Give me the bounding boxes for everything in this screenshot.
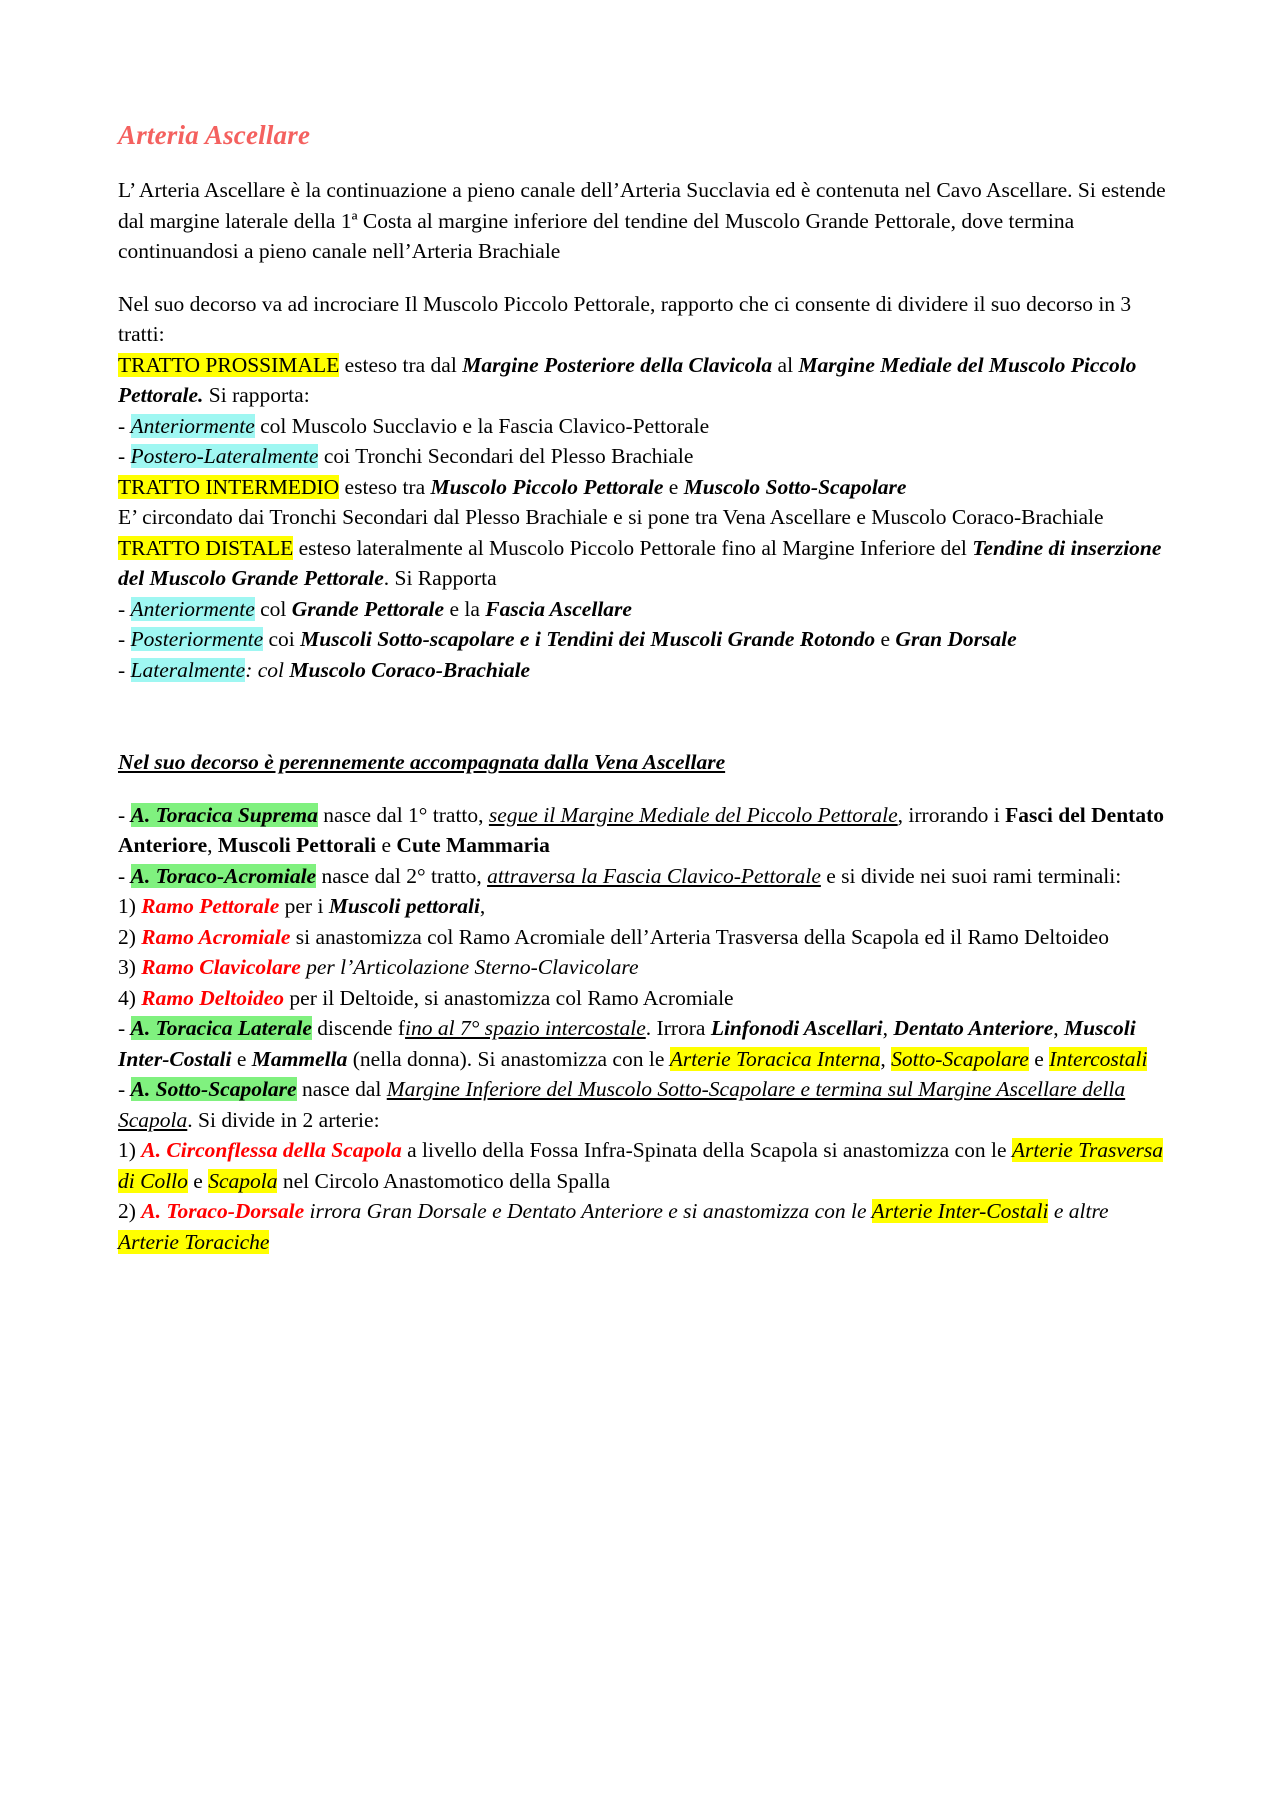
branch-toracica-laterale [118, 1013, 1172, 1074]
td-text-a: esteso lateralmente al Muscolo Piccolo Pettorale fino al Margine Inferiore del [293, 535, 973, 560]
bta-name: A. Toraco-Acromiale [130, 863, 317, 888]
tp-b1-dash: - [118, 413, 131, 438]
td-b2-dash: - [118, 627, 131, 652]
r2-text-a: si anastomizza col Ramo Acromiale dell’Arteria Trasversa della Scapola ed il Ramo Deltoideo [290, 924, 1109, 949]
ssr1-hl-a: Arterie Trasversa di Collo [118, 1138, 1163, 1193]
ssr2-text-a: irrora Gran Dorsale e Dentato Anteriore e si anastomizza con le [304, 1199, 872, 1224]
tratto-intermedio-label: TRATTO INTERMEDIO [118, 474, 340, 499]
section-spacer [118, 707, 1172, 747]
ssr2-hl-b: Arterie Toraciche [118, 1229, 270, 1254]
r1-text-a: per i [279, 894, 329, 919]
td-text-b: . Si Rapporta [383, 566, 497, 591]
btl-text-d: , [1053, 1016, 1064, 1041]
bts-underline: segue il Margine Mediale del Piccolo Pettorale [488, 802, 898, 827]
td-b3-dash: - [118, 657, 131, 682]
r1-num: 1) [118, 894, 142, 919]
btl-text-g: , [880, 1046, 892, 1071]
vein-note [118, 747, 1172, 778]
tp-text-a: esteso tra dal [339, 352, 463, 377]
vein-note-text: Nel suo decorso è perennemente accompagnata dalla Vena Ascellare [118, 750, 726, 775]
btl-hl-c: Intercostali [1049, 1046, 1148, 1071]
bts-bold-a: Fasci del Dentato Anteriore [118, 802, 1164, 858]
branches-block [118, 800, 1172, 1258]
btl-bold-a: Linfonodi Ascellari [710, 1016, 883, 1041]
r2-name: Ramo Acromiale [141, 924, 291, 949]
branch-toraco-acromiale [118, 861, 1172, 892]
bss-underline: Margine Inferiore del Muscolo Sotto-Scapolare e termina sul Margine Ascellare della Scapola [118, 1077, 1126, 1132]
tp-b2-rest: coi Tronchi Secondari del Plesso Brachiale [318, 444, 694, 469]
bta-text-b: e si divide nei suoi rami terminali: [820, 863, 1122, 888]
td-b1-highlight: Anteriormente [130, 596, 255, 621]
td-b1-mid: col [254, 596, 292, 621]
bta-dash: - [118, 863, 131, 888]
r1-text-b: , [479, 894, 486, 919]
sotto-scapolare-ramo-2 [118, 1196, 1172, 1257]
tratto-distale-label: TRATTO DISTALE [118, 535, 294, 560]
tp-b2-highlight: Postero-Lateralmente [130, 444, 319, 469]
td-b1-mid2: e la [444, 596, 486, 621]
bts-bold-c: Cute Mammaria [396, 833, 550, 858]
ssr2-text-b: e altre [1048, 1199, 1109, 1224]
btl-text-b: . Irrora [645, 1016, 711, 1041]
tp-bullet-1 [118, 411, 1172, 442]
r4-name: Ramo Deltoideo [141, 985, 285, 1010]
tp-b1-highlight: Anteriormente [130, 413, 255, 438]
btl-underline: ino al 7° spazio intercostale [405, 1016, 646, 1041]
bts-text-b: , irrorando i [897, 802, 1006, 827]
ramo-item-2 [118, 922, 1172, 953]
td-b2-bold2: Gran Dorsale [895, 627, 1017, 652]
sotto-scapolare-ramo-1 [118, 1135, 1172, 1196]
ssr2-num: 2) [118, 1199, 142, 1224]
r4-text-a: per il Deltoide, si anastomizza col Ramo Acromiale [284, 985, 734, 1010]
branch-toracica-suprema [118, 800, 1172, 861]
ti-bold-a: Muscolo Piccolo Pettorale [430, 474, 664, 499]
ssr1-text-b: e [187, 1168, 209, 1193]
td-bold-a: Tendine di inserzione del Muscolo Grande Pettorale [118, 535, 1162, 591]
td-b1-bold1: Grande Pettorale [291, 596, 445, 621]
tp-b2-dash: - [118, 444, 131, 469]
btl-text-c: , [882, 1016, 894, 1041]
bts-dash: - [118, 802, 131, 827]
ssr2-name: A. Toraco-Dorsale [141, 1199, 305, 1224]
ssr1-name: A. Circonflessa della Scapola [141, 1138, 402, 1163]
ti-text-a: esteso tra [339, 474, 431, 499]
ramo-item-3 [118, 952, 1172, 983]
btl-bold-c: Muscoli Inter-Costali [118, 1016, 1136, 1071]
intro-paragraph: L’ Arteria Ascellare è la continuazione a pieno canale dell’Arteria Succlavia ed è contenuta nel Cavo Ascellare. Si estende dal margine laterale della 1ª Costa al margine inferiore del tendine del Muscolo Grande Pettorale, dove termina continuandosi a pieno canale nell’Arteria Brachiale [118, 178, 1166, 264]
btl-text-h: e [1028, 1046, 1050, 1071]
btl-text-a: discende f [311, 1016, 406, 1041]
bts-bold-b: Muscoli Pettorali [217, 833, 377, 858]
tp-bullet-2 [118, 441, 1172, 472]
bss-text-b: . Si divide in 2 arterie: [187, 1107, 380, 1132]
td-b3-bold1: Muscolo Coraco-Brachiale [289, 657, 531, 682]
ramo-item-4 [118, 983, 1172, 1014]
bta-underline: attraversa la Fascia Clavico-Pettorale [487, 863, 821, 888]
ssr1-text-a: a livello della Fossa Infra-Spinata della Scapola si anastomizza con le [401, 1138, 1012, 1163]
bts-text-d: e [376, 833, 397, 858]
bss-text-a: nasce dal [296, 1077, 387, 1102]
td-b1-bold2: Fascia Ascellare [485, 596, 632, 621]
ssr1-num: 1) [118, 1138, 142, 1163]
btl-hl-a: Arterie Toracica Interna [669, 1046, 881, 1071]
r1-name: Ramo Pettorale [141, 894, 280, 919]
tp-bold-a: Margine Posteriore della Clavicola [462, 352, 773, 377]
bss-dash: - [118, 1077, 131, 1102]
td-bullet-1 [118, 594, 1172, 625]
tp-b1-rest: col Muscolo Succlavio e la Fascia Clavico-Pettorale [254, 413, 710, 438]
r3-name: Ramo Clavicolare [141, 955, 301, 980]
btl-dash: - [118, 1016, 131, 1041]
tratto-prossimale-line [118, 350, 1172, 411]
page-title: Arteria Ascellare [118, 120, 311, 150]
bts-text-c: , [207, 833, 218, 858]
bts-name: A. Toracica Suprema [130, 802, 318, 827]
r1-bold: Muscoli pettorali [328, 894, 480, 919]
tp-text-c: Si rapporta: [203, 383, 310, 408]
r3-text-a: per l’Articolazione Sterno-Clavicolare [300, 955, 639, 980]
r4-num: 4) [118, 985, 142, 1010]
ssr2-hl-a: Arterie Inter-Costali [871, 1199, 1049, 1224]
r2-num: 2) [118, 924, 142, 949]
ramo-item-1 [118, 891, 1172, 922]
btl-bold-d: Mammella [251, 1046, 348, 1071]
ssr1-hl-b: Scapola [208, 1168, 278, 1193]
tp-bold-b: Margine Mediale del Muscolo Piccolo Pettorale. [118, 352, 1137, 408]
ti-text-b: e [663, 474, 684, 499]
tratto-prossimale-label: TRATTO PROSSIMALE [118, 352, 340, 377]
tp-text-b: al [772, 352, 799, 377]
td-b2-highlight: Posteriormente [130, 627, 264, 652]
decorso-paragraph: Nel suo decorso va ad incrociare Il Muscolo Piccolo Pettorale, rapporto che ci consente di dividere il suo decorso in 3 tratti: [118, 291, 1132, 347]
ssr1-text-c: nel Circolo Anastomotico della Spalla [277, 1168, 611, 1193]
td-b2-bold1: Muscoli Sotto-scapolare e i Tendini dei Muscoli Grande Rotondo [300, 627, 876, 652]
branch-sotto-scapolare [118, 1074, 1172, 1135]
bss-name: A. Sotto-Scapolare [130, 1077, 297, 1102]
td-b2-mid2: e [875, 627, 896, 652]
td-b2-mid: coi [263, 627, 301, 652]
td-b3-mid: : col [245, 657, 290, 682]
td-bullet-3 [118, 655, 1172, 686]
tratto-distale-line [118, 533, 1172, 594]
btl-text-e: e [231, 1046, 252, 1071]
btl-bold-b: Dentato Anteriore [893, 1016, 1054, 1041]
btl-hl-b: Sotto-Scapolare [891, 1046, 1029, 1071]
tratto-intermedio-line [118, 472, 1172, 503]
td-b3-highlight: Lateralmente [130, 657, 246, 682]
tratto-intermedio-body: E’ circondato dai Tronchi Secondari dal Plesso Brachiale e si pone tra Vena Ascellare e Muscolo Coraco-Brachiale [118, 505, 1104, 530]
td-b1-dash: - [118, 596, 131, 621]
r3-num: 3) [118, 955, 142, 980]
btl-name: A. Toracica Laterale [130, 1016, 312, 1041]
bts-text-a: nasce dal 1° tratto, [317, 802, 489, 827]
ti-bold-b: Muscolo Sotto-Scapolare [683, 474, 907, 499]
td-bullet-2 [118, 624, 1172, 655]
btl-text-f: (nella donna). Si anastomizza con le [347, 1046, 670, 1071]
bta-text-a: nasce dal 2° tratto, [316, 863, 488, 888]
decorso-block [118, 289, 1172, 686]
